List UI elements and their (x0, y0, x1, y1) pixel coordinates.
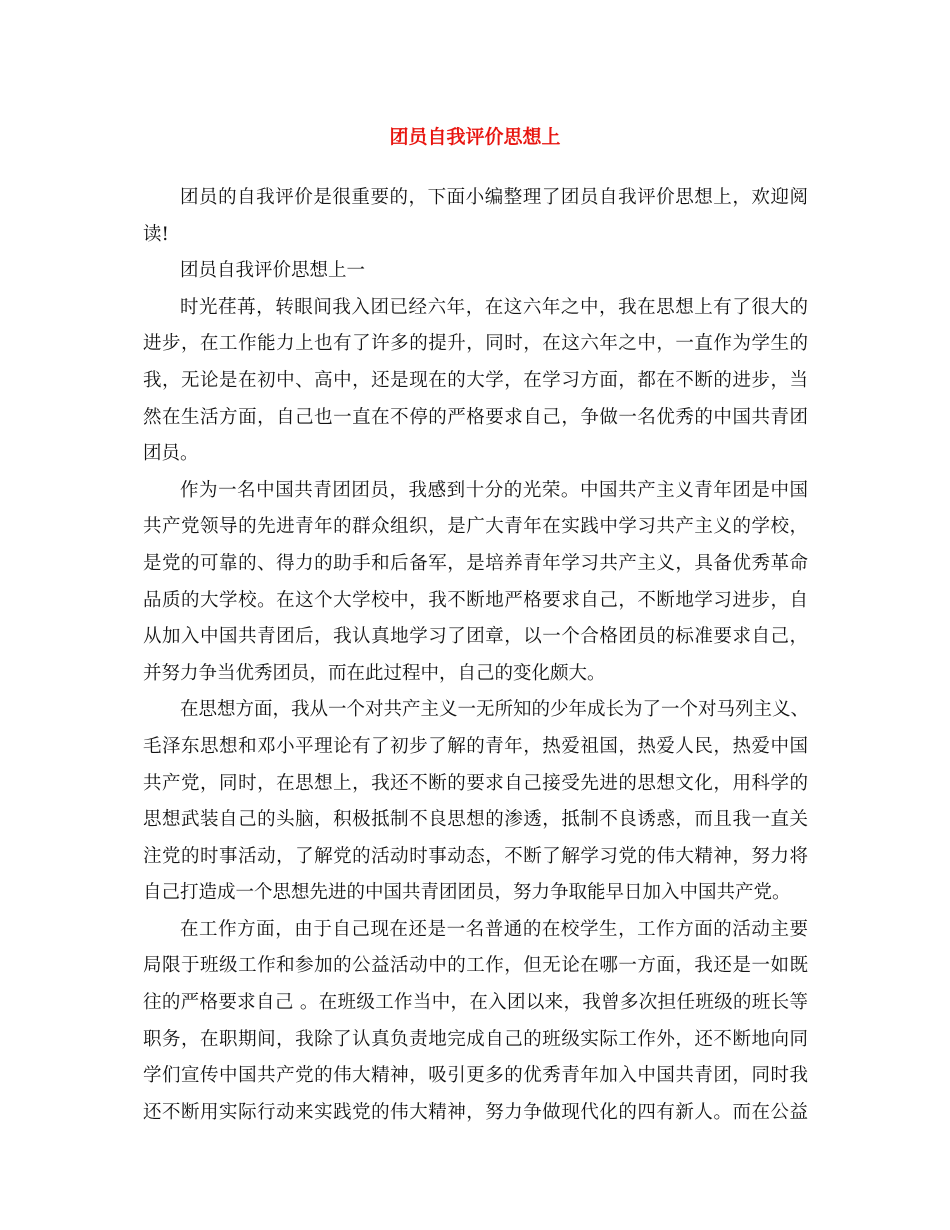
text-line: 共产党领导的先进青年的群众组织，是广大青年在实践中学习共产主义的学校， (143, 516, 808, 538)
text-line: 从加入中国共青团后，我认真地学习了团章，以一个合格团员的标准要求自己， (143, 626, 808, 648)
text-line: 自己打造成一个思想先进的中国共青团团员，努力争取能早日加入中国共产党。 (143, 882, 791, 904)
paragraph (143, 180, 808, 253)
text-line: 是党的可靠的、得力的助手和后备军，是培养青年学习共产主义，具备优秀革命 (143, 552, 808, 574)
text-line: 进步，在工作能力上也有了许多的提升，同时，在这六年之中，一直作为学生的 (143, 333, 808, 355)
text-line: 局限于班级工作和参加的公益活动中的工作，但无论在哪一方面，我还是一如既 (143, 955, 808, 977)
text-line: 还不断用实际行动来实践党的伟大精神，努力争做现代化的四有新人。而在公益 (143, 1101, 808, 1123)
paragraph (143, 912, 808, 1132)
text-line: 毛泽东思想和邓小平理论有了初步了解的青年，热爱祖国，热爱人民，热爱中国 (143, 735, 808, 757)
text-line: 往的严格要求自己 。在班级工作当中，在入团以来，我曾多次担任班级的班长等 (143, 992, 808, 1014)
document-body (143, 180, 808, 1131)
text-line: 品质的大学校。在这个大学校中，我不断地严格要求自己，不断地学习进步，自 (143, 589, 808, 611)
text-line: 时光荏苒，转眼间我入团已经六年，在这六年之中，我在思想上有了很大的 (180, 296, 808, 318)
text-line: 团员。 (143, 443, 199, 465)
text-line: 思想武装自己的头脑，积极抵制不良思想的渗透，抵制不良诱惑，而且我一直关 (143, 809, 808, 831)
text-line: 注党的时事活动，了解党的活动时事动态，不断了解学习党的伟大精神，努力将 (143, 845, 808, 867)
paragraph (143, 692, 808, 912)
section-heading (143, 253, 808, 290)
text-line: 共产党，同时，在思想上，我还不断的要求自己接受先进的思想文化，用科学的 (143, 772, 808, 794)
text-line: 我，无论是在初中、高中，还是现在的大学，在学习方面，都在不断的进步，当 (143, 369, 808, 391)
text-line: 学们宣传中国共产党的伟大精神，吸引更多的优秀青年加入中国共青团，同时我 (143, 1065, 808, 1087)
text-line: 并努力争当优秀团员，而在此过程中，自己的变化颇大。 (143, 662, 606, 684)
text-line: 在思想方面，我从一个对共产主义一无所知的少年成长为了一个对马列主义、 (180, 699, 810, 721)
text-line: 团员自我评价思想上一 (180, 260, 366, 282)
text-line: 团员的自我评价是很重要的，下面小编整理了团员自我评价思想上，欢迎阅 (180, 187, 808, 208)
text-line: 职务，在职期间，我除了认真负责地完成自己的班级实际工作外，还不断地向同 (143, 1028, 808, 1050)
document-title: 团员自我评价思想上 (389, 126, 561, 148)
paragraph (143, 290, 808, 473)
text-line: 读! (143, 223, 169, 245)
text-line: 作为一名中国共青团团员，我感到十分的光荣。中国共产主义青年团是中国 (180, 479, 808, 501)
text-line: 然在生活方面，自己也一直在不停的严格要求自己，争做一名优秀的中国共青团 (143, 406, 808, 428)
paragraph (143, 473, 808, 693)
text-line: 在工作方面，由于自己现在还是一名普通的在校学生，工作方面的活动主要 (180, 918, 808, 940)
